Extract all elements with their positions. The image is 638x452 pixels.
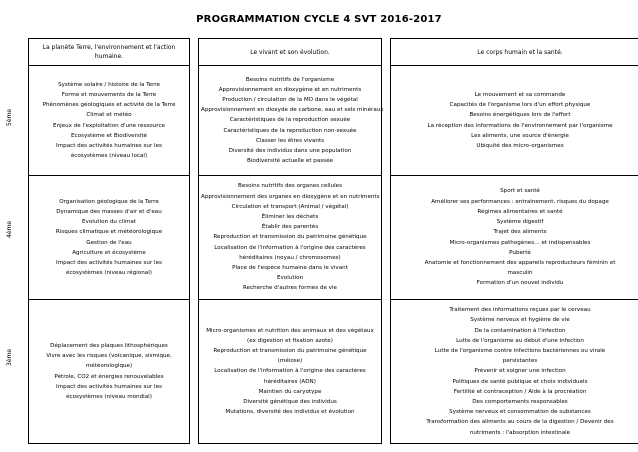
- topic-line: (méiose): [277, 358, 303, 365]
- topic-line: Impact des activités humaines sur les: [56, 142, 162, 149]
- topic-line: écosystèmes (niveau régional): [66, 270, 152, 277]
- cell-3eme-body: [391, 300, 638, 444]
- row-3eme: [29, 300, 638, 444]
- topic-line: Anatomie et fonctionnement des appareils reproducteurs féminin et: [424, 259, 616, 266]
- header-living: Le vivant et son évolution.: [199, 39, 382, 66]
- topic-line: Biodiversité actuelle et passée: [247, 158, 333, 165]
- column-gap: [382, 300, 391, 444]
- topic-line: Agriculture et écosystème: [72, 249, 146, 256]
- topic-line: Besoins nutritifs des organes cellules: [237, 183, 342, 190]
- topic-line: Système solaire / histoire de la Terre: [58, 81, 160, 88]
- topic-line: écosystèmes (niveau mondial): [66, 393, 152, 400]
- column-gap: [382, 176, 391, 300]
- header-row: [29, 39, 638, 66]
- topic-line: Lutte de l'organisme contre infections bactériennes ou virale: [434, 347, 606, 354]
- row-5eme: [29, 66, 638, 176]
- column-gap: [190, 39, 199, 66]
- cell-4eme-body: [391, 176, 638, 300]
- topic-line: Formation d'un nouvel individu: [476, 280, 564, 287]
- topic-line: Transformation des aliments au cours de la digestion / Devenir des: [426, 419, 614, 426]
- topic-line: Approvisionnement en dioxygène et en nutriments: [218, 86, 362, 93]
- topic-line: Impact des activités humaines sur les: [56, 383, 162, 390]
- cell-3eme-living: [199, 300, 382, 444]
- topic-line: Dynamique des masses d'air et d'eau: [56, 208, 162, 215]
- topic-line: Recherche d'autres formes de vie: [243, 285, 337, 292]
- topic-line: Caractéristiques de la reproduction non-sexuée: [223, 127, 357, 134]
- topic-line: Vivre avec les risques (volcanique, sismique,: [46, 353, 172, 360]
- topic-line: Diversité des individus dans une population: [228, 148, 352, 154]
- topic-line: Evolution du climat: [82, 219, 136, 226]
- topic-line: Phénomènes géologiques et activité de la Terre: [42, 102, 176, 109]
- topic-line: héréditaires (noyau / chromosomes): [239, 254, 341, 261]
- topic-line: nutriments : l'absorption intestinale: [469, 429, 571, 436]
- topic-line: Éliminer les déchets: [261, 213, 319, 220]
- topic-line: héréditaires (ADN): [264, 378, 316, 385]
- topic-line: Sport et santé: [500, 188, 540, 195]
- topic-line: Le mouvement et sa commande: [474, 91, 566, 98]
- topic-line: Les aliments, une source d'énergie: [471, 132, 569, 139]
- topic-line: Approvisionnement en dioxyde de carbone, eau et sels minéraux: [201, 107, 384, 114]
- topic-line: Traitement des informations reçues par le cerveau: [449, 307, 591, 314]
- topic-line: Ubiquité des micro-organismes: [476, 142, 564, 149]
- topic-line: Forme et mouvements de la Terre: [61, 91, 157, 98]
- topic-line: Localisation de l'information à l'origine des caractères: [214, 244, 366, 251]
- topic-line: Enjeux de l'exploitation d'une ressource: [53, 122, 165, 129]
- cell-5eme-planet: [29, 66, 190, 176]
- topic-line: Ecosystème et Biodiversité: [71, 132, 147, 139]
- topic-line: Trajet des aliments: [493, 229, 547, 236]
- topic-line: Localisation de l'information à l'origine des caractères: [214, 368, 366, 375]
- programme-table: [28, 38, 638, 444]
- row-4eme: [29, 176, 638, 300]
- topic-line: Système nerveux et consommation de substances: [449, 409, 591, 416]
- topic-line: Circulation et transport (Animal / végétal): [231, 203, 349, 210]
- cell-3eme-planet: [29, 300, 190, 444]
- topic-line: Micro-organismes pathogènes… et indispensables: [449, 239, 591, 246]
- topic-line: (ex digestion et fixation azote): [247, 337, 333, 344]
- topic-line: Besoins nutritifs de l'organisme: [245, 76, 335, 83]
- topic-line: météorologique): [85, 363, 133, 370]
- topic-line: Approvisionnement des organes en dioxygène et en nutriments: [201, 193, 380, 200]
- column-gap: [382, 39, 391, 66]
- topic-line: Système nerveux et hygiène de vie: [470, 317, 570, 324]
- topic-line: masculin: [507, 270, 533, 277]
- page: PROGRAMMATION CYCLE 4 SVT 2016-2017 5ème 4ème 3ème La planète Terre, l'environnement et l'action humaine. Le vivant et son évolution. Le corps humain et la santé. Système solaire / histoire de la Terre Forme et mouvements de la Terre Phénomènes géologiques et activité de la Terre Climat et météo Enjeux de l'exploitation d'une ressource Ecosystème et Biodiversité Impact des activités humaines sur les écosystèmes (niveau local) Besoins nutritifs de l'organisme Approvisionnement en dioxygène et en nutriments Production / circulation de la MO dans le végétal Approvisionnement en dioxyde de carbone, eau et sels minéraux Caractéristiques de la reproduction sexuée Caractéristiques de la reproduction non-sexuée Classer les êtres vivants Diversité des individus dans une population Biodiversité actuelle et passée Le mouvement et sa commande Capacités de l'organisme lors d'un effort physique Besoins énergétiques lors de l'effort La réception des informations de l'environnement par l'organisme Les aliments, une source d'énergie Ubiquité des micro-organismes Organisation géologique de la Terre Dynamique des masses d'air et d'eau Evolution du climat Risques climatique et météorologique Gestion de l'eau Agriculture et écosystème Impact des activités humaines sur les écosystèmes (niveau régional) Besoins nutritifs des organes cellules Approvisionnement des organes en dioxygène et en nutriments Circulation et transport (Animal / végétal) Éliminer les déchets Établir des parentés Reproduction et transmission du patrimoine génétique Localisation de l'information à l'origine des caractères héréditaires (noyau / chromosomes) Place de l'espèce humaine dans le vivant Evolution Recherche d'autres formes de vie Sport et santé Améliorer ses performances : entrainement, risques du dopage Régimes alimentaires et santé Système digestif Trajet des aliments Micro-organismes pathogènes… et indispensables Puberté Anatomie et fonctionnement des appareils reproducteurs féminin et masculin Formation d'un nouvel individu Déplacement des plaques lithosphériques Vivre avec les risques (volcanique, sismique, météorologique) Pétrole, CO2 et énergies renouvelables Impact des activités humaines sur les écosystèmes (niveau mondial) Micro-organismes et nutrition des animaux et des végétaux (ex digestion et fixation azote) Reproduction et transmission du patrimoine génétique (méiose) Localisation de l'information à l'origine des caractères héréditaires (ADN) Maintien du caryotype Diversité génétique des individus Mutations, diversité des individus et évolution Traitement des informations reçues par le cerveau Système nerveux et hygiène de vie De la contamination à l'infection Lutte de l'organisme au début d'une infection Lutte de l'organisme contre infections bactériennes ou virale persistantes Prévenir et soigner une infection Politiques de santé publique et choix individuels Fertilité et contraception / Aide à la procréation Des comportements responsables Système nerveux et consommation de substances Transformation des aliments au cours de la digestion / Devenir des nutriments : l'absorption intestinale: [0, 0, 638, 452]
- topic-line: Diversité génétique des individus: [243, 399, 337, 405]
- topic-line: Reproduction et transmission du patrimoine génétique: [213, 347, 367, 354]
- topic-line: Micro-organismes et nutrition des animaux et des végétaux: [206, 327, 374, 334]
- topic-line: Organisation géologique de la Terre: [59, 198, 159, 205]
- cell-5eme-living: [199, 66, 382, 176]
- topic-line: Maintien du caryotype: [258, 388, 322, 395]
- cell-4eme-planet: [29, 176, 190, 300]
- column-gap: [190, 176, 199, 300]
- topic-line: Besoins énergétiques lors de l'effort: [469, 112, 571, 119]
- header-planet: La planète Terre, l'environnement et l'action humaine.: [29, 39, 190, 66]
- topic-line: persistantes: [502, 358, 538, 365]
- topic-line: Prévenir et soigner une infection: [474, 368, 566, 375]
- topic-line: Puberté: [509, 249, 531, 256]
- topic-line: Evolution: [276, 275, 304, 282]
- topic-line: Établir des parentés: [261, 224, 319, 231]
- topic-line: Des comportements responsables: [472, 399, 568, 405]
- topic-line: Risques climatique et météorologique: [55, 229, 163, 236]
- topic-line: Système digestif: [496, 219, 544, 226]
- header-body: Le corps humain et la santé.: [391, 39, 638, 66]
- topic-line: Capacités de l'organisme lors d'un effort physique: [449, 102, 591, 109]
- topic-line: Améliorer ses performances : entrainement, risques du dopage: [431, 198, 609, 205]
- topic-line: Fertilité et contraception / Aide à la procréation: [453, 388, 587, 395]
- topic-line: Reproduction et transmission du patrimoine génétique: [213, 234, 367, 241]
- topic-line: écosystèmes (niveau local): [70, 153, 148, 160]
- topic-line: La réception des informations de l'environnement par l'organisme: [427, 122, 613, 129]
- topic-line: De la contamination à l'infection: [474, 327, 566, 334]
- topic-line: Déplacement des plaques lithosphériques: [50, 342, 168, 349]
- column-gap: [190, 66, 199, 176]
- topic-line: Classer les êtres vivants: [255, 137, 325, 144]
- topic-line: Climat et météo: [86, 112, 132, 119]
- cell-4eme-living: [199, 176, 382, 300]
- topic-line: Gestion de l'eau: [86, 239, 132, 246]
- topic-line: Politiques de santé publique et choix individuels: [452, 378, 588, 385]
- cell-5eme-body: [391, 66, 638, 176]
- page-title: PROGRAMMATION CYCLE 4 SVT 2016-2017: [196, 14, 442, 25]
- column-gap: [382, 66, 391, 176]
- topic-line: Impact des activités humaines sur les: [56, 259, 162, 266]
- topic-line: Régimes alimentaires et santé: [477, 208, 563, 215]
- column-gap: [190, 300, 199, 444]
- topic-line: Production / circulation de la MO dans le végétal: [222, 96, 358, 103]
- topic-line: Mutations, diversité des individus et évolution: [225, 409, 355, 416]
- topic-line: Caractéristiques de la reproduction sexuée: [229, 117, 351, 124]
- topic-line: Pétrole, CO2 et énergies renouvelables: [54, 373, 164, 380]
- topic-line: Place de l'espèce humaine dans le vivant: [232, 265, 348, 271]
- topic-line: Lutte de l'organisme au début d'une infection: [456, 337, 584, 344]
